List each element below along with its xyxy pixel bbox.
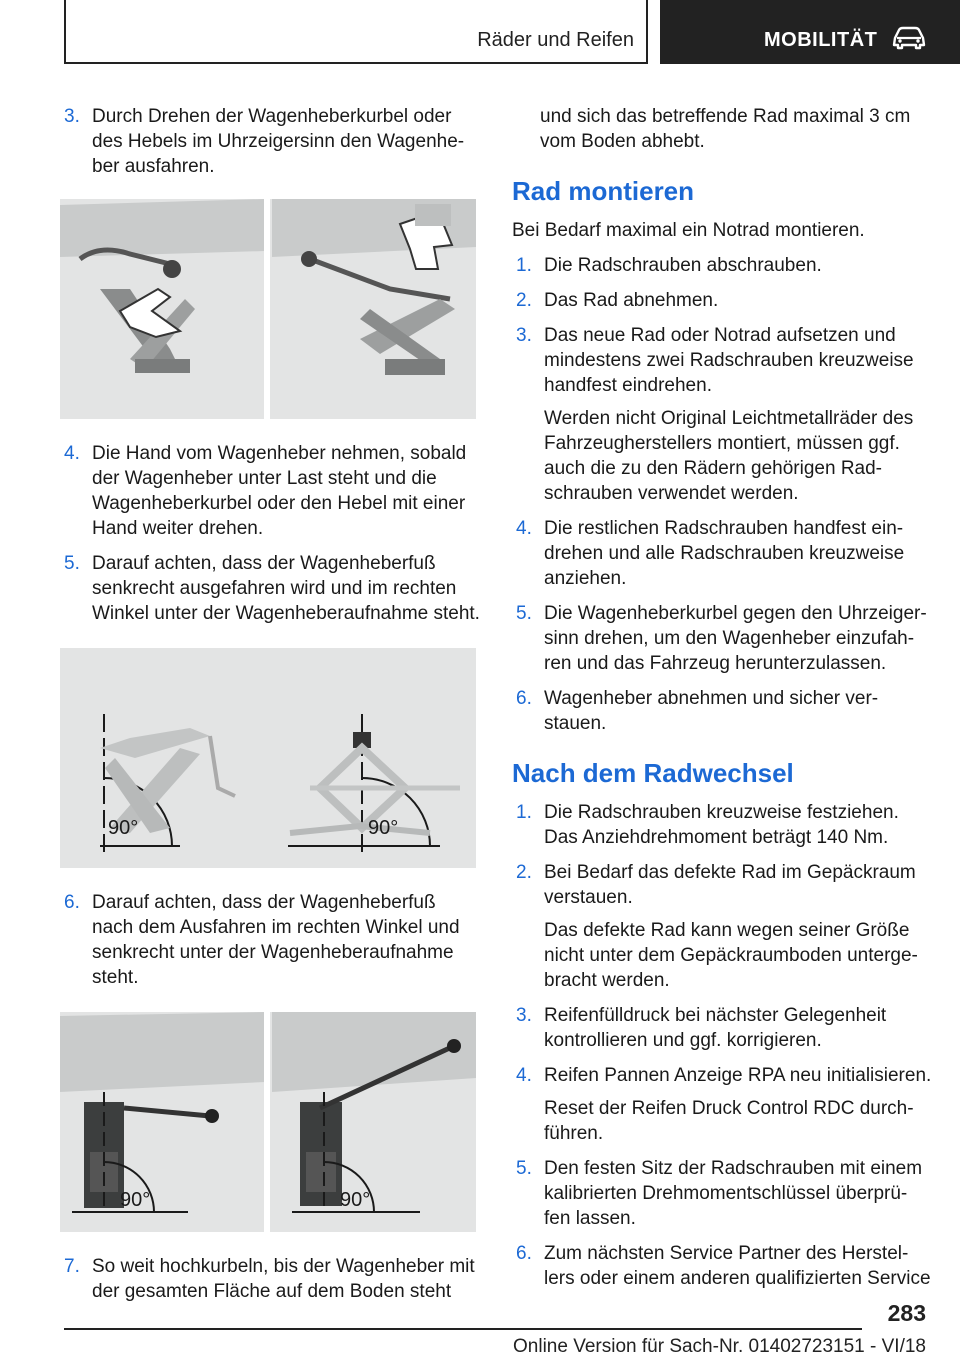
step-number: 6. [516, 688, 532, 709]
left-step-5 [60, 551, 480, 626]
step-text: Darauf achten, dass der Wagenheberfuß nach dem Ausfahren im rechten Winkel und senkrecht unter der Wagenheberaufnahme steht. [92, 892, 460, 988]
header-chapter-tab [660, 0, 960, 64]
step-text: Reifenfülldruck bei nächster Gelegenheit kontrollieren und ggf. korrigieren. [544, 1005, 887, 1051]
header-chapter-title: MOBILITÄT [764, 29, 878, 51]
step-text: Bei Bedarf das defekte Rad im Gepäckraum verstauen. [544, 862, 916, 908]
step-number: 3. [64, 106, 80, 127]
after-step-5 [512, 1156, 932, 1231]
after-step-6 [512, 1241, 932, 1291]
after-steps [512, 800, 932, 1291]
mount-step-2 [512, 288, 932, 313]
angle-label-left: 90° [120, 1189, 151, 1211]
left-step-7 [60, 1254, 480, 1304]
step-text: Die Radschrauben kreuzweise festziehen. Das Anziehdrehmoment beträgt 140 Nm. [544, 802, 899, 848]
after-step-2 [512, 860, 932, 993]
step-text: Darauf achten, dass der Wagenheberfuß senkrecht ausgefahren wird und im rechten Winkel unter der Wagenheberaufnahme steht. [92, 553, 480, 624]
left-column [60, 104, 480, 1314]
mount-step-6 [512, 686, 932, 736]
heading-nach-dem-radwechsel: Nach dem Radwechsel [512, 758, 794, 788]
after-step-1 [512, 800, 932, 850]
after-step-4 [512, 1063, 932, 1146]
step-number: 4. [64, 443, 80, 464]
continuation-text-body: und sich das betreffende Rad maximal 3 cm vom Boden abhebt. [540, 106, 911, 152]
mount-step-3 [512, 323, 932, 506]
footer-divider [64, 1328, 862, 1330]
step-text: Die Wagenheberkurbel gegen den Uhrzeiger‐ sinn drehen, um den Wagenheber einzufah‐ ren und das Fahrzeug herunterzulassen. [544, 603, 927, 674]
step-number: 5. [516, 1158, 532, 1179]
mount-steps [512, 253, 932, 736]
step-text: Wagenheber abnehmen und sicher ver‐ stauen. [544, 688, 879, 734]
step-number: 7. [64, 1256, 80, 1277]
step-text: Den festen Sitz der Radschrauben mit einem kalibrierten Drehmomentschlüssel überprü‐ fen lassen. [544, 1158, 923, 1229]
mount-step-5 [512, 601, 932, 676]
figure-jack-angle [60, 648, 476, 868]
mount-intro: Bei Bedarf maximal ein Notrad montieren. [512, 220, 865, 241]
mount-step-1 [512, 253, 932, 278]
header-section-title: Räder und Reifen [477, 29, 634, 51]
page-number: 283 [887, 1300, 926, 1326]
step-number: 4. [516, 1065, 532, 1086]
step-number: 5. [516, 603, 532, 624]
figure-jack-crank [60, 199, 476, 419]
mount-step-4 [512, 516, 932, 591]
right-column [512, 104, 932, 1301]
step-number: 2. [516, 290, 532, 311]
step-number: 6. [516, 1243, 532, 1264]
step-number: 1. [516, 802, 532, 823]
angle-label-left: 90° [108, 817, 139, 839]
heading-rad-montieren: Rad montieren [512, 176, 695, 206]
step-text: Das neue Rad oder Notrad aufsetzen und mindestens zwei Radschrauben kreuzweise handfest eindrehen. [544, 325, 914, 396]
step-number: 1. [516, 255, 532, 276]
step-number: 5. [64, 553, 80, 574]
step-text: Reifen Pannen Anzeige RPA neu initialisieren. [544, 1065, 932, 1086]
step-text: Die Radschrauben abschrauben. [544, 255, 822, 276]
step-note: Reset der Reifen Druck Control RDC durch‐ führen. [544, 1098, 914, 1144]
figure-jack-raised [60, 1012, 476, 1232]
left-step-6 [60, 890, 480, 990]
step-text: So weit hochkurbeln, bis der Wagenheber mit der gesamten Fläche auf dem Boden steht [92, 1256, 475, 1302]
step-number: 3. [516, 1005, 532, 1026]
step-number: 6. [64, 892, 80, 913]
footer-online-version: Online Version für Sach-Nr. 01402723151 - VI/18 [513, 1336, 926, 1357]
step-text: Das Rad abnehmen. [544, 290, 719, 311]
step-number: 2. [516, 862, 532, 883]
after-step-3 [512, 1003, 932, 1053]
header-section-box [64, 0, 648, 64]
car-icon [892, 26, 926, 50]
step-number: 4. [516, 518, 532, 539]
step-number: 3. [516, 325, 532, 346]
step-text: Durch Drehen der Wagenheberkurbel oder des Hebels im Uhrzeigersinn den Wagenhe‐ ber ausfahren. [92, 106, 465, 177]
step-text: Zum nächsten Service Partner des Herstel‐ lers oder einem anderen qualifizierten Service [544, 1243, 931, 1289]
step-text: Die Hand vom Wagenheber nehmen, sobald der Wagenheber unter Last steht und die Wagenheberkurbel oder den Hebel mit einer Hand weiter drehen. [92, 443, 467, 539]
left-step-4 [60, 441, 480, 541]
left-step-3 [60, 104, 480, 179]
step-note: Das defekte Rad kann wegen seiner Größe nicht unter dem Gepäckraumboden unterge‐ bracht werden. [544, 920, 918, 991]
angle-label-right: 90° [340, 1189, 371, 1211]
step-note: Werden nicht Original Leichtmetallräder des Fahrzeugherstellers montiert, müssen ggf. auch die zu den Rädern gehörigen Rad‐ schrauben verwendet werden. [544, 408, 914, 504]
continuation-text [512, 104, 932, 154]
step-text: Die restlichen Radschrauben handfest ein‐ drehen und alle Radschrauben kreuzweise anziehen. [544, 518, 905, 589]
angle-label-right: 90° [368, 817, 399, 839]
